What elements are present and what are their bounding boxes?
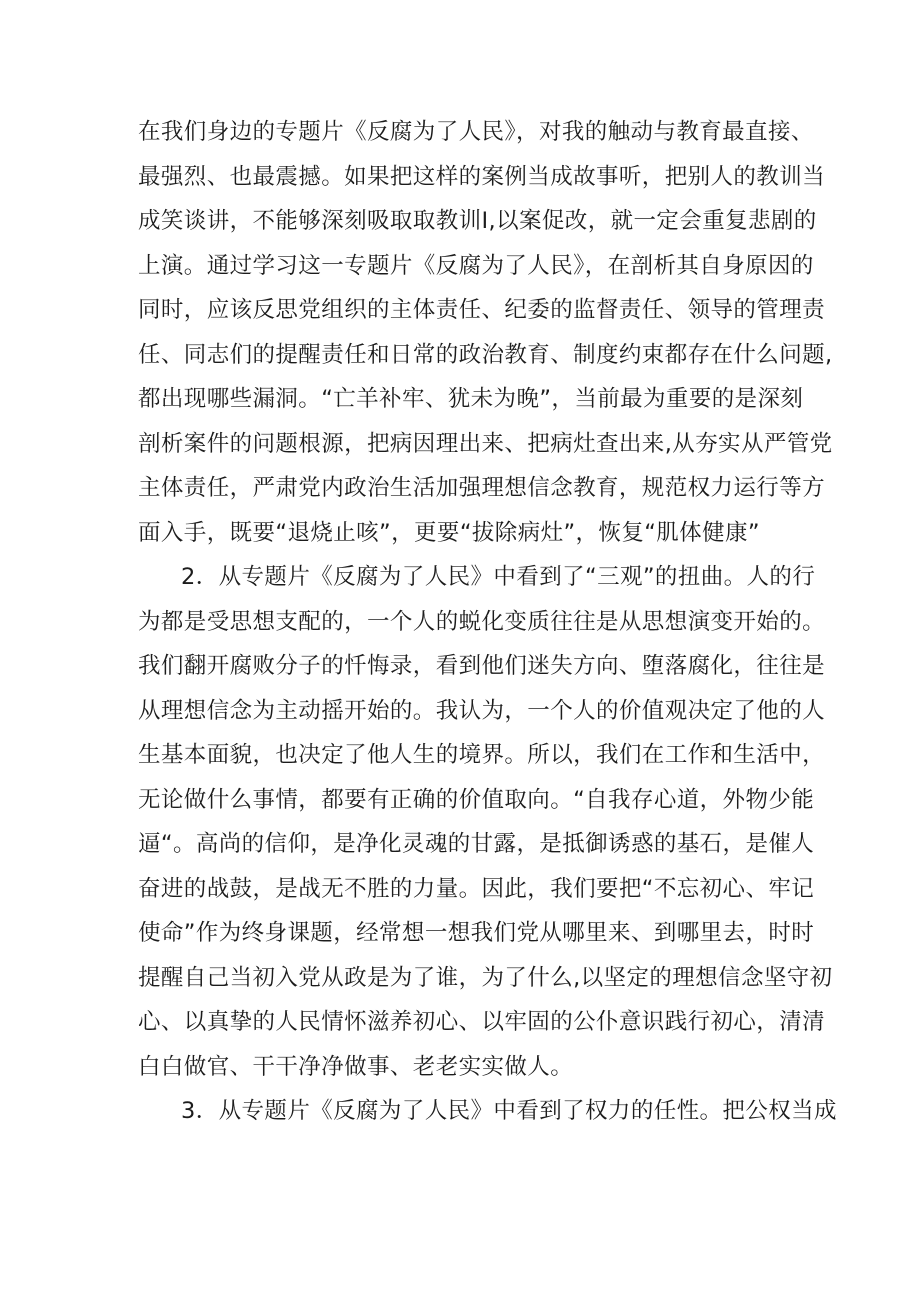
text-line: 在我们身边的专题片《反腐为了人民》，对我的触动与教育最直接、 <box>138 119 814 145</box>
text-line: 白白做官、干干净净做事、老老实实做人。 <box>138 1054 574 1080</box>
text-line: 使命”作为终身课题，经常想一想我们党从哪里来、到哪里去，时时 <box>138 920 815 946</box>
text-line: 剖析案件的问题根源，把病因理出来、把病灶查出来,从夯实从严管党 <box>138 431 833 457</box>
section-heading-3: 3．从专题片《反腐为了人民》中看到了权力的任性。把公权当成 <box>181 1098 837 1124</box>
text-line: 奋进的战鼓，是战无不胜的力量。因此，我们要把“不忘初心、牢记 <box>138 876 815 902</box>
text-line: 我们翻开腐败分子的忏悔录，看到他们迷失方向、堕落腐化，往往是 <box>138 653 826 679</box>
text-line: 面入手，既要“退烧止咳”，更要“拔除病灶”，恢复“肌体健康” <box>138 520 760 546</box>
text-line: 任、同志们的提醒责任和日常的政治教育、制度约束都存在什么问题, <box>138 342 833 368</box>
text-line: 逼“。高尚的信仰，是净化灵魂的甘露，是抵御诱惑的基石，是催人 <box>138 831 815 857</box>
text-line: 无论做什么事情，都要有正确的价值取向。“自我存心道，外物少能 <box>138 787 815 813</box>
text-line: 成笑谈讲，不能够深刻吸取取教训I,以案促改，就一定会重复悲剧的 <box>138 208 817 234</box>
text-line: 都出现哪些漏洞。“亡羊补牢、犹未为晚”，当前最为重要的是深刻 <box>138 386 804 412</box>
text-line: 最强烈、也最震撼。如果把这样的案例当成故事听，把别人的教训当 <box>138 164 826 190</box>
text-line: 心、以真挚的人民情怀滋养初心、以牢固的公仆意识践行初心，清清 <box>138 1009 826 1035</box>
text-line: 从理想信念为主动摇开始的。我认为，一个人的价值观决定了他的人 <box>138 698 826 724</box>
text-line: 同时，应该反思党组织的主体责任、纪委的监督责任、领导的管理责 <box>138 297 826 323</box>
text-line: 提醒自己当初入党从政是为了谁，为了什么,以坚定的理想信念坚守初 <box>138 965 833 991</box>
text-line: 为都是受思想支配的，一个人的蜕化变质往往是从思想演变开始的。 <box>138 609 826 635</box>
section-heading-2: 2．从专题片《反腐为了人民》中看到了“三观”的扭曲。人的行 <box>181 564 816 590</box>
text-line: 主体责任，严肃党内政治生活加强理想信念教育，规范权力运行等方 <box>138 475 826 501</box>
text-line: 生基本面貌，也决定了他人生的境界。所以，我们在工作和生活中， <box>138 742 826 768</box>
text-line: 上演。通过学习这一专题片《反腐为了人民》，在剖析其自身原因的 <box>138 253 814 279</box>
